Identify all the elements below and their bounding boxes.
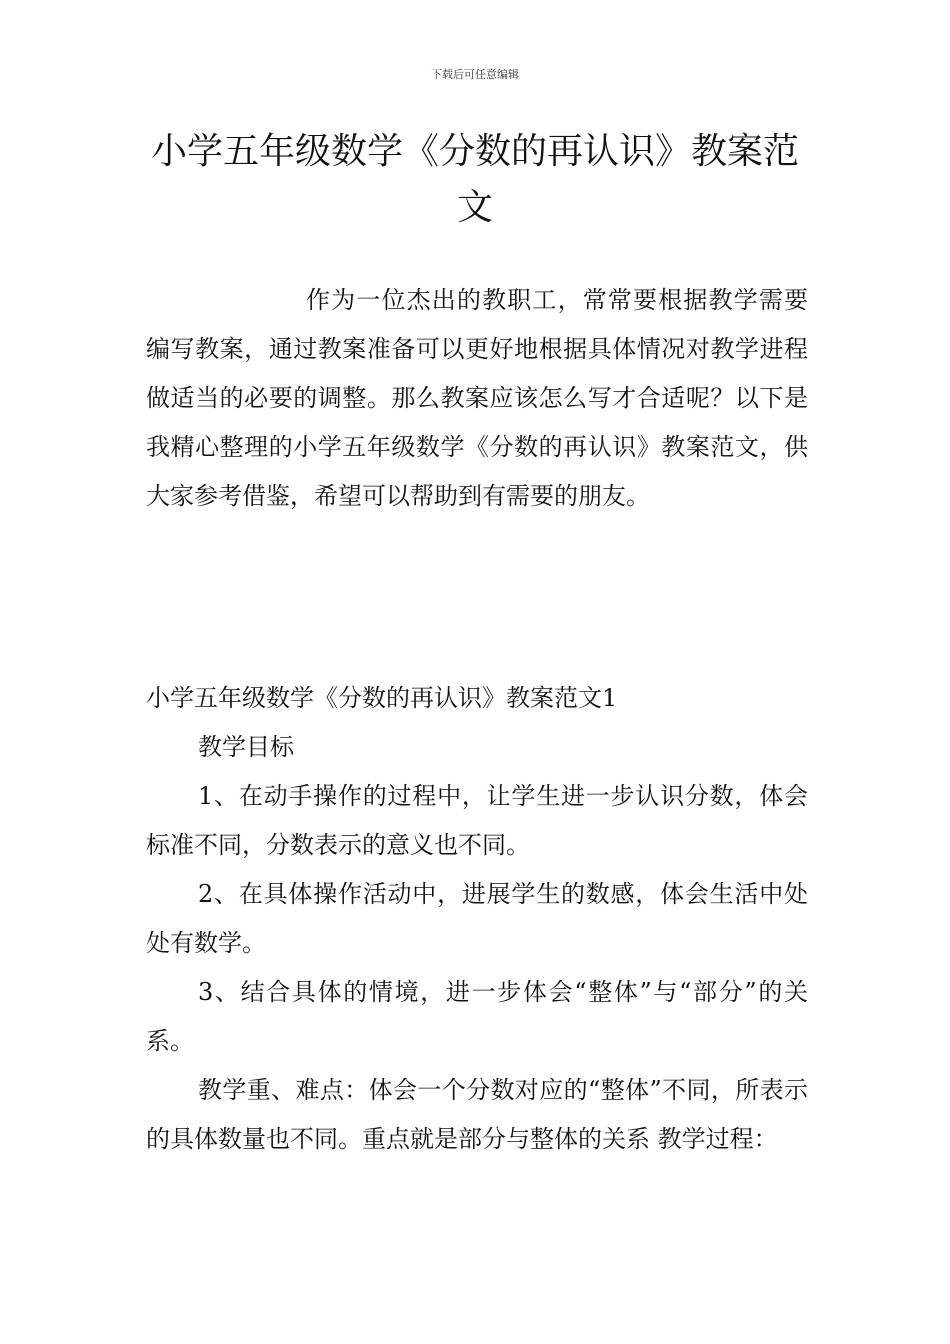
document-title: 小学五年级数学《分数的再认识》教案范文: [150, 131, 799, 228]
section-heading: 小学五年级数学《分数的再认识》教案范文1: [146, 684, 618, 712]
paragraph-objective-1: 1、在动手操作的过程中，让学生进一步认识分数，体会标准不同，分数表示的意义也不同。: [146, 782, 808, 859]
intro-paragraph: 作为一位杰出的教职工，常常要根据教学需要编写教案，通过教案准备可以更好地根据具体情况对教学进程做适当的必要的调整。那么教案应该怎么写才合适呢？以下是我精心整理的小学五年级数学《分数的再认识》教案范文，供大家参考借鉴，希望可以帮助到有需要的朋友。: [146, 286, 808, 510]
paragraph-key-points: 教学重、难点：体会一个分数对应的“整体”不同，所表示的具体数量也不同。重点就是部分与整体的关系 教学过程：: [146, 1076, 808, 1153]
section-body: [146, 723, 808, 1164]
paragraph-objective-3: 3、结合具体的情境，进一步体会“整体”与“部分”的关系。: [146, 978, 808, 1055]
paragraph-objective-2: 2、在具体操作活动中，进展学生的数感，体会生活中处处有数学。: [146, 880, 808, 957]
header-note: 下载后可任意编辑: [431, 68, 519, 81]
paragraph-objectives-label: 教学目标: [198, 733, 294, 761]
